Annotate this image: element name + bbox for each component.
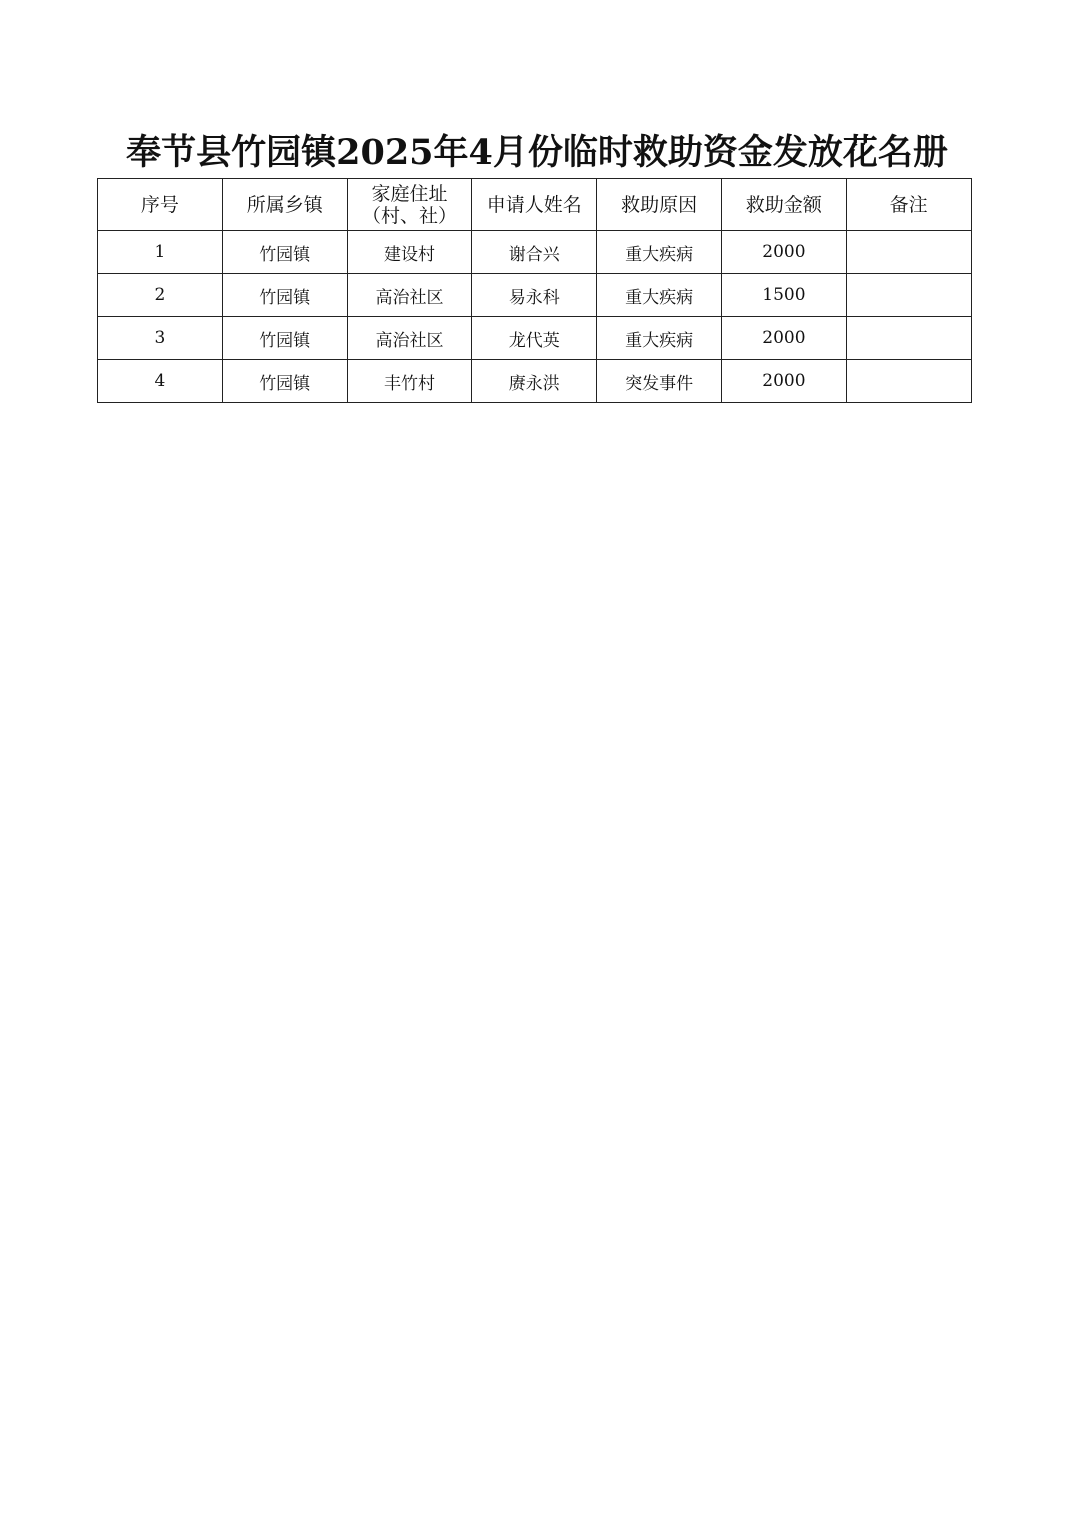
cell-applicant: 谢合兴: [472, 231, 597, 274]
page-title: 奉节县竹园镇2025年4月份临时救助资金发放花名册: [126, 132, 948, 173]
cell-township: 竹园镇: [222, 231, 347, 274]
header-seq: 序号: [98, 179, 223, 231]
cell-seq: 3: [98, 317, 223, 360]
header-township: 所属乡镇: [222, 179, 347, 231]
cell-applicant: 龙代英: [472, 317, 597, 360]
cell-remark: [846, 317, 971, 360]
cell-reason: 重大疾病: [597, 274, 722, 317]
cell-township: 竹园镇: [222, 274, 347, 317]
cell-seq: 1: [98, 231, 223, 274]
table-row: [98, 231, 972, 274]
relief-roster-table: [97, 178, 972, 403]
cell-remark: [846, 274, 971, 317]
cell-amount: 2000: [721, 360, 846, 403]
cell-amount: 1500: [721, 274, 846, 317]
cell-applicant: 赓永洪: [472, 360, 597, 403]
cell-reason: 突发事件: [597, 360, 722, 403]
cell-reason: 重大疾病: [597, 317, 722, 360]
cell-applicant: 易永科: [472, 274, 597, 317]
cell-township: 竹园镇: [222, 360, 347, 403]
table-header-row: [98, 179, 972, 231]
header-address-line1: 家庭住址: [371, 182, 448, 205]
table-row: [98, 317, 972, 360]
cell-address: 高治社区: [347, 274, 472, 317]
cell-seq: 4: [98, 360, 223, 403]
cell-amount: 2000: [721, 317, 846, 360]
cell-address: 高治社区: [347, 317, 472, 360]
cell-seq: 2: [98, 274, 223, 317]
header-applicant: 申请人姓名: [472, 179, 597, 231]
header-address: [347, 179, 472, 231]
cell-amount: 2000: [721, 231, 846, 274]
cell-remark: [846, 360, 971, 403]
table-row: [98, 274, 972, 317]
cell-reason: 重大疾病: [597, 231, 722, 274]
table-row: [98, 360, 972, 403]
header-remark: 备注: [846, 179, 971, 231]
cell-address: 丰竹村: [347, 360, 472, 403]
cell-address: 建设村: [347, 231, 472, 274]
cell-remark: [846, 231, 971, 274]
header-amount: 救助金额: [721, 179, 846, 231]
cell-township: 竹园镇: [222, 317, 347, 360]
header-reason: 救助原因: [597, 179, 722, 231]
header-address-line2: （村、社）: [361, 204, 457, 227]
